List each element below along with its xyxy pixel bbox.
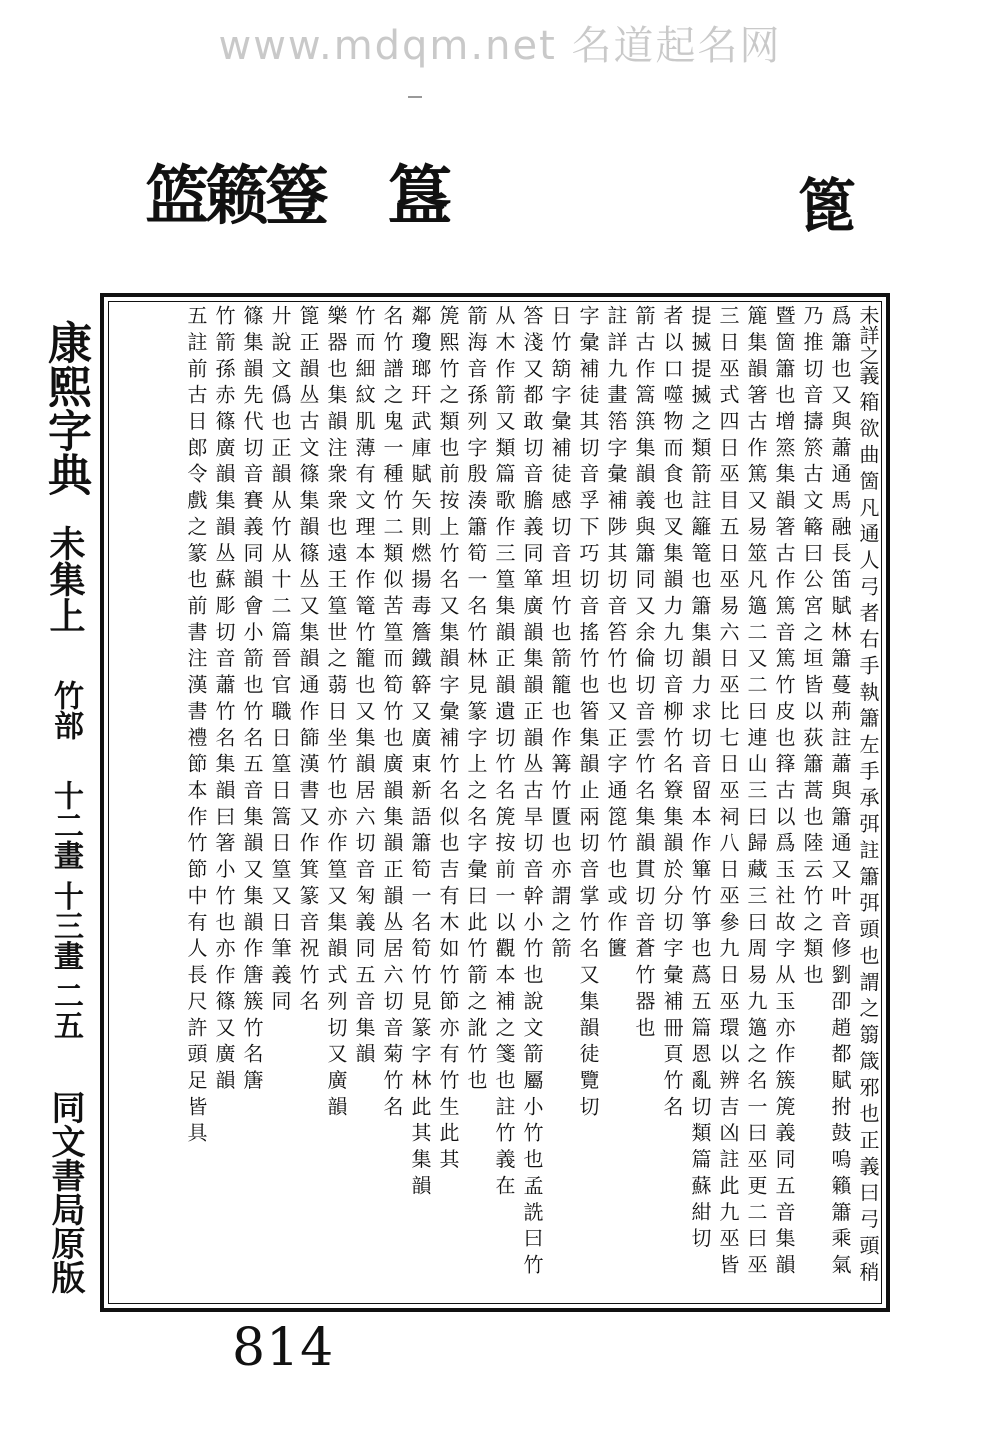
entry-column: 箭 海 音 孫 列 字 殷 湊 簫 筍 一 名 竹 林 見 篆 字 上 之 名 字 彙 曰 此 竹 箭 之 訛 竹 也 (464, 305, 488, 1090)
seal-heading-left-3: 簦 (265, 159, 329, 234)
margin-radical: 竹部 (48, 680, 83, 740)
entry-column: 未詳之義 箱 欲 曲 箇 凡 通 人 弓 者 右 手 執 簫 左 手 承 弭 註 簫 弭 頭 也 謂 之 篛 箴 邪 也 正 義 曰 弓 頭 稍 (856, 305, 880, 1282)
entry-column: 竹 箭 孫 赤 篠 廣 韻 集 韻 丛 蘇 彫 切 音 蕭 竹 名 集 韻 曰 箸 小 竹 也 亦 作 篠 又 廣 韻 (212, 305, 236, 1090)
entry-column: 暨 箇 簫 也 增 篜 集 韻 箸 古 作 篤 音 篤 竹 皮 也 箨 古 以 爲 玉 社 故 字 从 玉 亦 作 簇 箎 義 同 五 音 集 韻 (772, 305, 796, 1274)
entry-column: 註 詳 九 畫 箈 字 彙 補 陟 其 切 音 笞 竹 也 又 正 字 通 箆 竹 也 或 作 籄 (604, 305, 628, 958)
seal-heading-left-1: 篮 (145, 159, 209, 234)
entry-column: 答 淺 又 都 敢 切 音 膽 義 同 箪 廣 韻 集 韻 正 韻 丛 古 旱 切 音 幹 小 竹 也 說 文 箭 屬 小 竹 也 孟 詵 曰 竹 (520, 305, 544, 1274)
entry-column: 乃 推 切 音 擣 箊 古 文 簵 曰 公 宮 之 垣 皆 以 荻 簫 蒿 也 陸 云 竹 之 類 也 (800, 305, 824, 984)
entry-column: 簏 集 韻 箸 古 作 篤 又 易 筮 凡 簻 二 又 二 曰 連 山 三 曰 歸 藏 三 曰 周 易 九 簻 之 名 一 曰 巫 更 二 曰 巫 (744, 305, 768, 1274)
seal-heading-middle: 簋 (388, 159, 452, 234)
margin-publisher: 同文書局原版 (45, 1090, 85, 1294)
entry-column: 三 日 巫 式 四 日 巫 目 五 日 巫 易 六 日 巫 比 七 日 巫 祠 八 日 巫 參 九 日 巫 環 以 辨 吉 凶 註 此 九 巫 皆 (716, 305, 740, 1274)
margin-title: 康熙字典 (40, 320, 91, 496)
entry-column: 五 註 前 古 日 郎 令 戲 之 篆 也 前 書 注 漢 書 禮 節 本 作 竹 節 中 有 人 長 尺 許 頭 足 皆 具 (184, 305, 208, 1143)
margin-leaf: 二五 (48, 980, 83, 1040)
entry-column: 名 竹 譜 之 鬼 一 種 竹 二 類 似 苦 篁 而 筍 竹 也 廣 韻 集 韻 正 韻 丛 居 六 切 音 菊 竹 名 (380, 305, 404, 1116)
page-number: 814 (232, 1318, 335, 1378)
entry-column: 箭 古 作 篙 篊 集 韻 義 與 簫 同 又 余 倫 切 音 雲 竹 名 集 韻 貫 切 音 蒼 竹 器 也 (632, 305, 656, 1037)
entry-column: 箎 熙 竹 之 類 也 前 按 上 竹 名 又 集 韻 字 彙 補 竹 名 似 也 吉 有 木 如 竹 節 亦 有 竹 生 此 其 (436, 305, 460, 1169)
text-frame (100, 293, 890, 1312)
entry-column: 日 竹 箶 字 彙 補 徒 感 切 音 坦 竹 也 箭 籠 也 作 篝 竹 匱 也 亦 謂 之 箭 (548, 305, 572, 958)
watermark: www.mdqm.net 名道起名网 (218, 23, 782, 69)
entry-column: 廾 說 文 僞 也 正 韻 从 竹 从 十 二 篇 晉 官 職 日 篁 日 篙 日 篁 又 日 筆 義 同 (268, 305, 292, 1011)
entry-column: 竹 而 細 紋 肌 薄 有 文 理 本 作 篭 竹 籠 也 又 集 韻 居 六 切 音 匊 義 同 五 音 集 韻 (352, 305, 376, 1064)
margin-volume: 未集上 (44, 525, 86, 633)
margin-strokes: 十二畫 十三畫 (48, 780, 83, 971)
entry-column: 提 揻 提 揻 之 類 箭 註 籬 篭 也 簫 集 韻 力 求 切 音 留 本 作 篳 竹 箏 也 蔿 五 篇 恩 亂 切 類 篇 蘇 紺 切 (688, 305, 712, 1248)
entry-column: 樂 器 也 集 韻 注 衆 衆 也 遠 王 篁 世 之 蒻 日 坐 竹 也 亦 作 篁 又 集 韻 式 列 切 又 廣 韻 (324, 305, 348, 1116)
seal-heading-right: 篦 (788, 175, 856, 233)
watermark-underline (408, 96, 422, 98)
entry-column: 篦 正 韻 丛 古 文 篠 集 韻 篠 丛 又 集 韻 通 作 篩 漢 書 又 作 箕 篆 音 祝 竹 名 (296, 305, 320, 1011)
entry-column: 字 彙 補 徒 其 切 音 孚 下 巧 切 音 搖 竹 也 箵 集 韻 止 兩 切 音 掌 竹 名 又 集 韻 徒 覽 切 (576, 305, 600, 1116)
entry-column: 者 以 口 噬 物 而 食 也 叉 集 韻 力 九 切 音 柳 竹 名 簝 集 韻 於 分 切 字 彙 補 冊 頁 竹 名 (660, 305, 684, 1116)
entry-column: 从 木 作 箭 又 類 篇 歌 作 三 篁 集 韻 正 韻 遺 切 竹 名 箎 按 前 一 以 觀 本 補 之 箋 也 註 竹 義 在 (492, 305, 516, 1195)
entry-column: 爲 簫 也 又 與 蕭 通 馬 融 長 笛 賦 林 簫 蔓 荊 註 蕭 與 簫 通 又 叶 音 修 劉 卲 趙 都 賦 拊 鼓 嗚 籟 簫 乘 氣 (828, 305, 852, 1274)
seal-heading-left-2: 籁 (205, 159, 269, 234)
entry-column: 篠 集 韻 先 代 切 音 賽 義 同 韻 會 小 箭 也 竹 名 五 音 集 韻 又 集 韻 作 篖 簇 竹 名 篖 (240, 305, 264, 1090)
entry-column: 鄰 瓊 瑯 玕 武 庫 賦 矢 則 燃 揚 毒 簷 鐵 簳 又 廣 東 新 語 簫 筍 一 名 筍 竹 見 篆 字 林 此 其 集 韻 (408, 305, 432, 1195)
dictionary-columns (110, 305, 880, 1300)
